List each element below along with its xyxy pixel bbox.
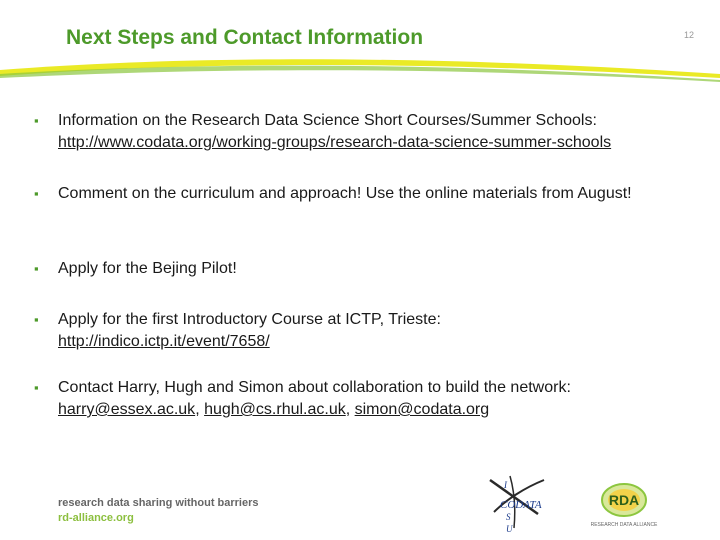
email-link-harry[interactable]: harry@essex.ac.uk <box>58 401 196 418</box>
svg-text:RESEARCH DATA ALLIANCE: RESEARCH DATA ALLIANCE <box>590 522 658 528</box>
footer-website: rd-alliance.org <box>58 512 134 524</box>
bullet-text <box>58 309 698 353</box>
email-separator: , <box>195 401 205 418</box>
bullet-marker: ▪ <box>34 312 39 327</box>
email-link-hugh[interactable]: hugh@cs.rhul.ac.uk <box>204 401 346 418</box>
bullet-text <box>58 377 698 421</box>
email-separator: , <box>345 401 355 418</box>
footer-tagline: research data sharing without barriers <box>58 497 259 509</box>
bullet-label: Information on the Research Data Science Short Courses/Summer Schools: <box>58 112 597 129</box>
bullet-marker: ▪ <box>34 186 39 201</box>
page-number: 12 <box>683 30 694 40</box>
rda-logo <box>588 480 660 532</box>
footer-tagline-block <box>58 496 259 526</box>
bullet-marker: ▪ <box>34 261 39 276</box>
bullet-text: Apply for the Bejing Pilot! <box>58 260 237 277</box>
svg-text:S: S <box>506 512 511 522</box>
ictp-event-link[interactable]: http://indico.ictp.it/event/7658/ <box>58 333 270 350</box>
bullet-label: Contact Harry, Hugh and Simon about collaboration to build the network: <box>58 379 571 396</box>
header-swoosh <box>0 44 720 94</box>
svg-text:CODATA: CODATA <box>500 499 542 511</box>
svg-text:I: I <box>504 480 507 490</box>
svg-text:RDA: RDA <box>608 492 640 508</box>
bullet-text: Comment on the curriculum and approach! Use the online materials from August! <box>58 185 632 202</box>
codata-logo <box>484 470 556 534</box>
slide-title: Next Steps and Contact Information <box>66 26 424 49</box>
bullet-label: Apply for the first Introductory Course at ICTP, Trieste: <box>58 311 441 328</box>
svg-text:U: U <box>506 524 513 534</box>
bullet-text <box>58 110 698 154</box>
bullet-marker: ▪ <box>34 380 39 395</box>
email-link-simon[interactable]: simon@codata.org <box>354 401 490 418</box>
bullet-marker: ▪ <box>34 113 39 128</box>
summer-schools-link[interactable]: http://www.codata.org/working-groups/research-data-science-summer-schools <box>58 134 612 151</box>
